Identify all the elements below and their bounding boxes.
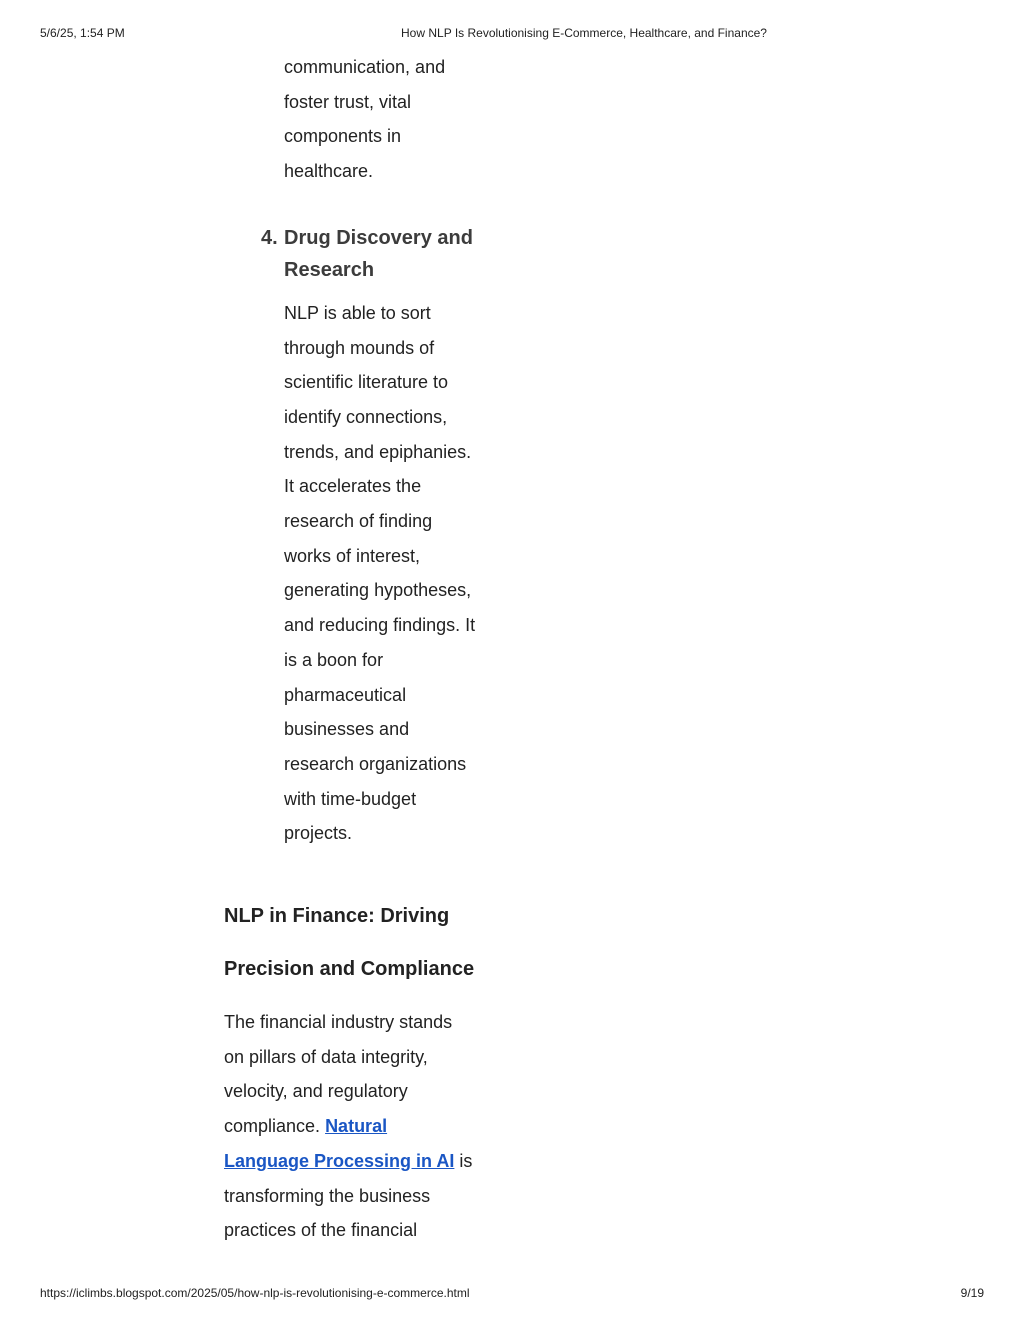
list-item-body: NLP is able to sort through mounds of scientific literature to identify connections, trends, and epiphanies. It accelerates the research of finding works of interest, generating hypotheses, and reducing findings. It is a boon for pharmaceutical businesses and research organizations with time-budget projects. — [284, 302, 476, 844]
continued-paragraph: communication, and foster trust, vital components in healthcare. — [284, 57, 446, 182]
print-datetime: 5/6/25, 1:54 PM — [40, 26, 125, 40]
article-content — [224, 50, 484, 1248]
nlp-in-ai-link[interactable]: Natural Language Processing in AI — [224, 1116, 455, 1171]
list-item-heading: Drug Discovery and Research — [284, 226, 473, 281]
section-body-continued: is transforming the business practices of the financial — [224, 1150, 473, 1241]
section-body — [224, 1005, 474, 1248]
print-page-title: How NLP Is Revolutionising E-Commerce, Healthcare, and Finance? — [401, 26, 767, 40]
section-heading: NLP in Finance: Driving Precision and Compliance — [224, 905, 475, 980]
page-number: 9/19 — [960, 1286, 984, 1300]
list-number: 4. — [261, 226, 278, 249]
print-url: https://iclimbs.blogspot.com/2025/05/how-nlp-is-revolutionising-e-commerce.html — [40, 1286, 470, 1300]
list-item — [224, 222, 484, 851]
section-body-text: The financial industry stands on pillars of data integrity, velocity, and regulatory compliance. — [224, 1012, 453, 1137]
